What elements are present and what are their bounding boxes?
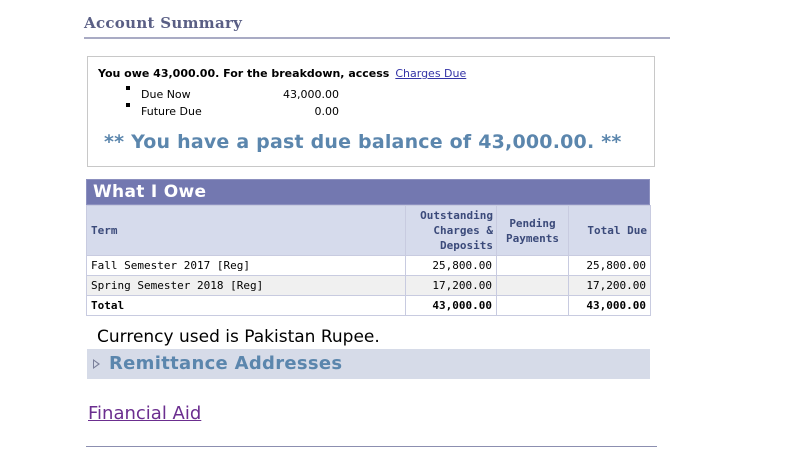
bullet-icon (126, 86, 130, 90)
header-line: Outstanding (420, 209, 493, 222)
table-header-row (87, 206, 651, 256)
remittance-addresses-label: Remittance Addresses (109, 353, 343, 374)
what-i-owe-table (86, 205, 651, 316)
header-line: Payments (506, 231, 559, 245)
bottom-divider (86, 446, 657, 447)
header-line: Deposits (440, 239, 493, 252)
total-label-cell: Total (87, 296, 406, 316)
table-total-row (87, 296, 651, 316)
what-i-owe-header: What I Owe (86, 179, 650, 205)
pending-cell (497, 276, 569, 296)
amount-owed-text: You owe 43,000.00. For the breakdown, access (98, 67, 390, 80)
total-outstanding-cell: 43,000.00 (406, 296, 497, 316)
outstanding-cell: 25,800.00 (406, 256, 497, 276)
bullet-icon (126, 103, 130, 107)
past-due-message: ** You have a past due balance of 43,000.00. ** (104, 131, 622, 153)
page-title: Account Summary (84, 14, 243, 32)
financial-aid-link[interactable]: Financial Aid (88, 403, 202, 424)
term-cell: Spring Semester 2018 [Reg] (87, 276, 406, 296)
table-row (87, 276, 651, 296)
account-summary-box (87, 56, 655, 167)
triangle-right-icon-inner (94, 361, 98, 367)
term-cell: Fall Semester 2017 [Reg] (87, 256, 406, 276)
future-due-amount: 0.00 (314, 105, 339, 118)
total-due-sum-cell: 43,000.00 (569, 296, 651, 316)
table-row (87, 256, 651, 276)
column-header-outstanding (406, 206, 497, 256)
what-i-owe-section (86, 179, 650, 316)
due-now-amount: 43,000.00 (283, 88, 339, 101)
column-header-term: Term (87, 206, 406, 256)
currency-note: Currency used is Pakistan Rupee. (97, 327, 380, 347)
total-due-cell: 17,200.00 (569, 276, 651, 296)
amount-owed-line (98, 67, 466, 80)
total-due-cell: 25,800.00 (569, 256, 651, 276)
future-due-label: Future Due (141, 105, 202, 118)
header-line: Charges & (433, 224, 493, 237)
remittance-addresses-toggle[interactable] (87, 349, 650, 379)
title-divider (84, 37, 670, 39)
due-now-label: Due Now (141, 88, 191, 101)
charges-due-link[interactable]: Charges Due (395, 67, 467, 80)
pending-cell (497, 256, 569, 276)
outstanding-cell: 17,200.00 (406, 276, 497, 296)
column-header-pending (497, 206, 569, 256)
column-header-total-due: Total Due (569, 206, 651, 256)
header-line: Pending (509, 216, 556, 230)
total-pending-cell (497, 296, 569, 316)
